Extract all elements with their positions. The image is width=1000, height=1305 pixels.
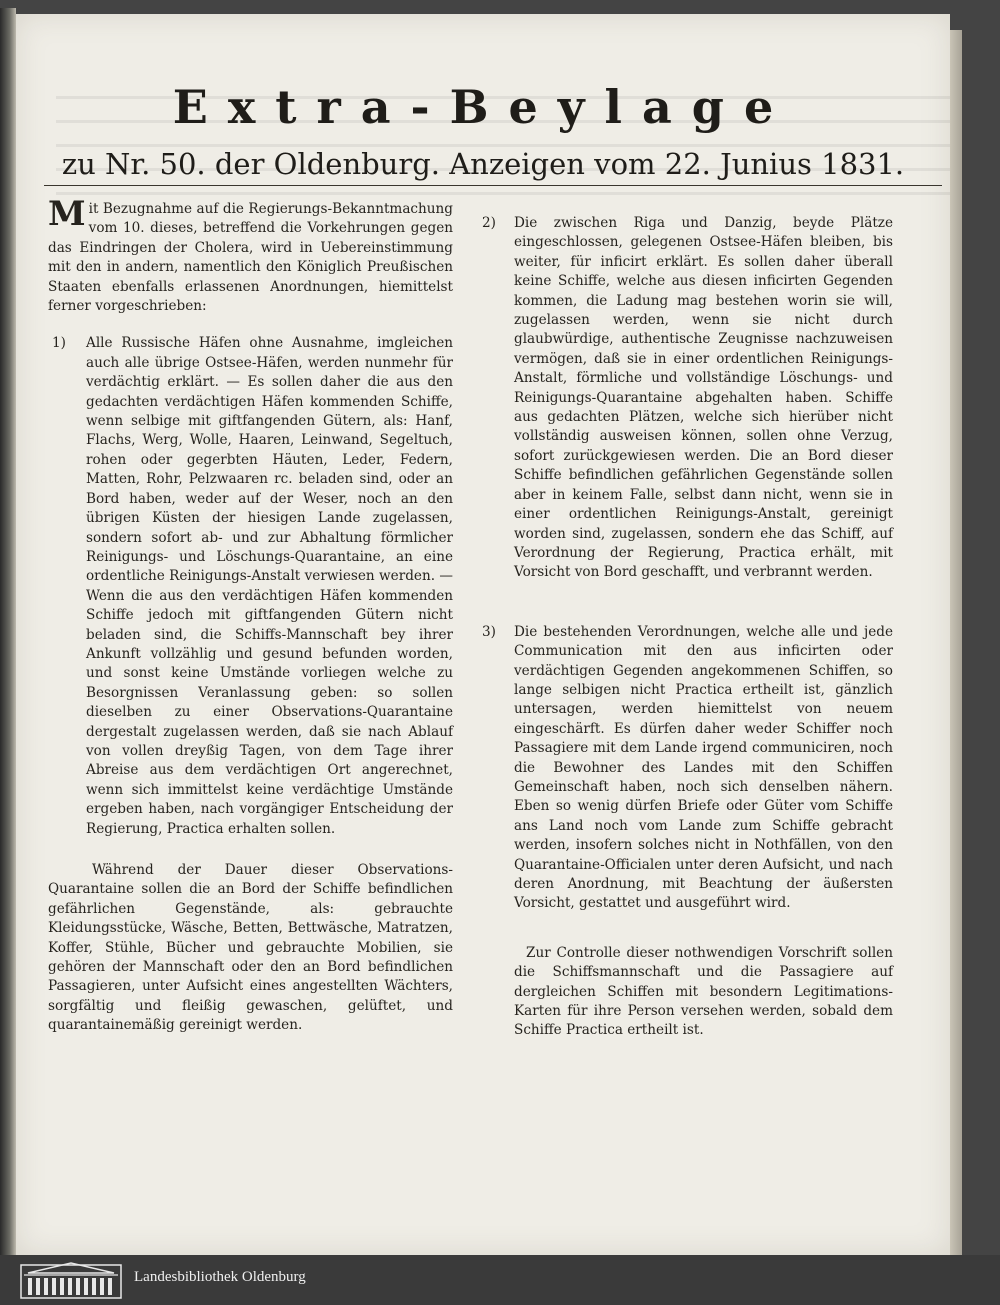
- drop-cap: M: [48, 194, 86, 234]
- library-building-icon: [20, 1261, 122, 1299]
- item-text: Die bestehenden Verordnungen, welche alle und jede Communication mit den aus inficirten oder verdächtigen Gegenden angekommenen Schiffen, so lange selbigen nicht Practica ertheilt ist, gänzlich untersagen, werden hiemittelst von neuem eingeschärft. Es dürfen daher weder Schiffer noch Passagiere mit dem Lande irgend communiciren, noch die Bewohner des Landes mit den Schiffen Gemeinschaft haben, noch sich denselben nähern. Eben so wenig dürfen Briefe oder Güter vom Schiffe ans Land noch vom Lande zum Schiffe gebracht werden, insofern solches nicht in Nothfällen, von den Quarantaine-Officialen unter deren Aufsicht, und nach deren Anordnung, mit Beachtung der äußersten Vorsicht, gestattet und ausgeführt wird.: [514, 623, 893, 912]
- control-paragraph: Zur Controlle dieser nothwendigen Vorschrift sollen die Schiffsmannschaft und die Passagiere auf dergleichen Schiffen mit besondern Legitimations-Karten für ihre Person versehen werden, sobald dem Schiffe Practica ertheilt ist.: [514, 944, 893, 1039]
- quarantine-paragraph: Während der Dauer dieser Observations-Quarantaine sollen die an Bord der Schiffe befindlichen gefährlichen Gegenstände, als: gebrauchte Kleidungsstücke, Wäsche, Betten, Bettwäsche, Matratzen, Koffer, Stühle, Bücher und gebrauchte Mobilien, sie gehören der Mannschaft oder den an Bord befindlichen Passagieren, unter Aufsicht eines angestellten Wächters, sorgfältig und fleißig gewaschen, gelüftet, und quarantainemäßig gereinigt werden.: [48, 862, 453, 1034]
- library-name: Landesbibliothek Oldenburg: [134, 1269, 306, 1285]
- page-title: Extra-Beylage: [172, 80, 794, 134]
- book-spine-edge: [0, 8, 16, 1255]
- title-rule: [44, 185, 942, 186]
- right-column: [482, 214, 893, 1041]
- item-number: 1): [52, 335, 66, 352]
- footer-bar: [0, 1255, 1000, 1305]
- intro-text: it Bezugnahme auf die Regierungs-Bekanntmachung vom 10. dieses, betreffend die Vorkehrungen gegen das Eindringen der Cholera, wird in Uebereinstimmung mit den in andern, namentlich den Königlich Preußischen Staaten ebenfalls erlassenen Anordnungen, hiemittelst ferner vorgeschrieben:: [48, 201, 453, 315]
- item-text: Die zwischen Riga und Danzig, beyde Plätze eingeschlossen, gelegenen Ostsee-Häfen bleiben, bis weiter, für inficirt erklärt. Es sollen daher überall keine Schiffe, welche aus diesen inficirten Gegenden kommen, die Ladung mag bestehen worin sie will, zugelassen werden, wenn sie nicht durch glaubwürdige, authentische Zeugnisse nachzuweisen vermögen, daß sie in einer ordentlichen Reinigungs-Anstalt, förmliche und vollständige Löschungs- und Reinigungs-Quarantaine abgehalten haben. Schiffe aus gedachten Plätzen, welche sich hierüber nicht vollständig ausweisen können, sollen ohne Verzug, sofort zurückgewiesen werden. Die an Bord dieser Schiffe befindlichen gefährlichen Gegenstände sollen aber in keinem Falle, selbst dann nicht, wenn sie in einer ordentlichen Reinigungs-Anstalt, gereinigt worden sind, zugelassen, sondern ehe das Schiff, auf Verordnung der Regierung, Practica erhält, mit Vorsicht von Bord geschafft, und verbrannt werden.: [514, 215, 893, 581]
- ordinance-item-1: [48, 334, 453, 839]
- item-number: 3): [482, 623, 496, 640]
- page-subtitle: zu Nr. 50. der Oldenburg. Anzeigen vom 22. Junius 1831.: [61, 147, 905, 181]
- item-number: 2): [482, 215, 496, 231]
- intro-paragraph: [48, 194, 453, 316]
- ordinance-item-2: [482, 214, 893, 583]
- document-page: [16, 14, 950, 1255]
- item-text: Alle Russische Häfen ohne Ausnahme, imgleichen auch alle übrige Ostsee-Häfen, werden nunmehr für verdächtig erklärt. — Es sollen daher die aus den gedachten verdächtigen Häfen kommenden Schiffe, wenn selbige mit giftfangenden Gütern, als: Hanf, Flachs, Werg, Wolle, Haaren, Leinwand, Segeltuch, rohen oder gegerbten Häuten, Leder, Federn, Matten, Rohr, Pelzwaaren rc. beladen sind, oder an Bord haben, weder auf der Weser, noch an den übrigen Küsten der hiesigen Lande zugelassen, sondern sofort ab- und zur Abhaltung förmlicher Reinigungs- und Löschungs-Quarantaine, an eine ordentliche Reinigungs-Anstalt verwiesen werden. — Wenn die aus den verdächtigen Häfen kommenden Schiffe jedoch mit giftfangenden Gütern nicht beladen sind, die Schiffs-Mannschaft bey ihrer Ankunft vollzählig und gesund befunden worden, und sonst keine Umstände vorliegen welche zu Besorgnissen Veranlassung geben: so sollen dieselben zu einer Observations-Quarantaine dergestalt zugelassen werden, daß sie nach Ablauf von vollen dreyßig Tagen, von dem Tage ihrer Abreise aus dem verdächtigen Ort angerechnet, wenn sich immittelst keine verdächtige Umstände ergeben haben, nach vorgängiger Entscheidung der Regierung, Practica erhalten sollen.: [86, 335, 453, 837]
- ordinance-item-3: [482, 623, 893, 914]
- left-column: [48, 194, 453, 1036]
